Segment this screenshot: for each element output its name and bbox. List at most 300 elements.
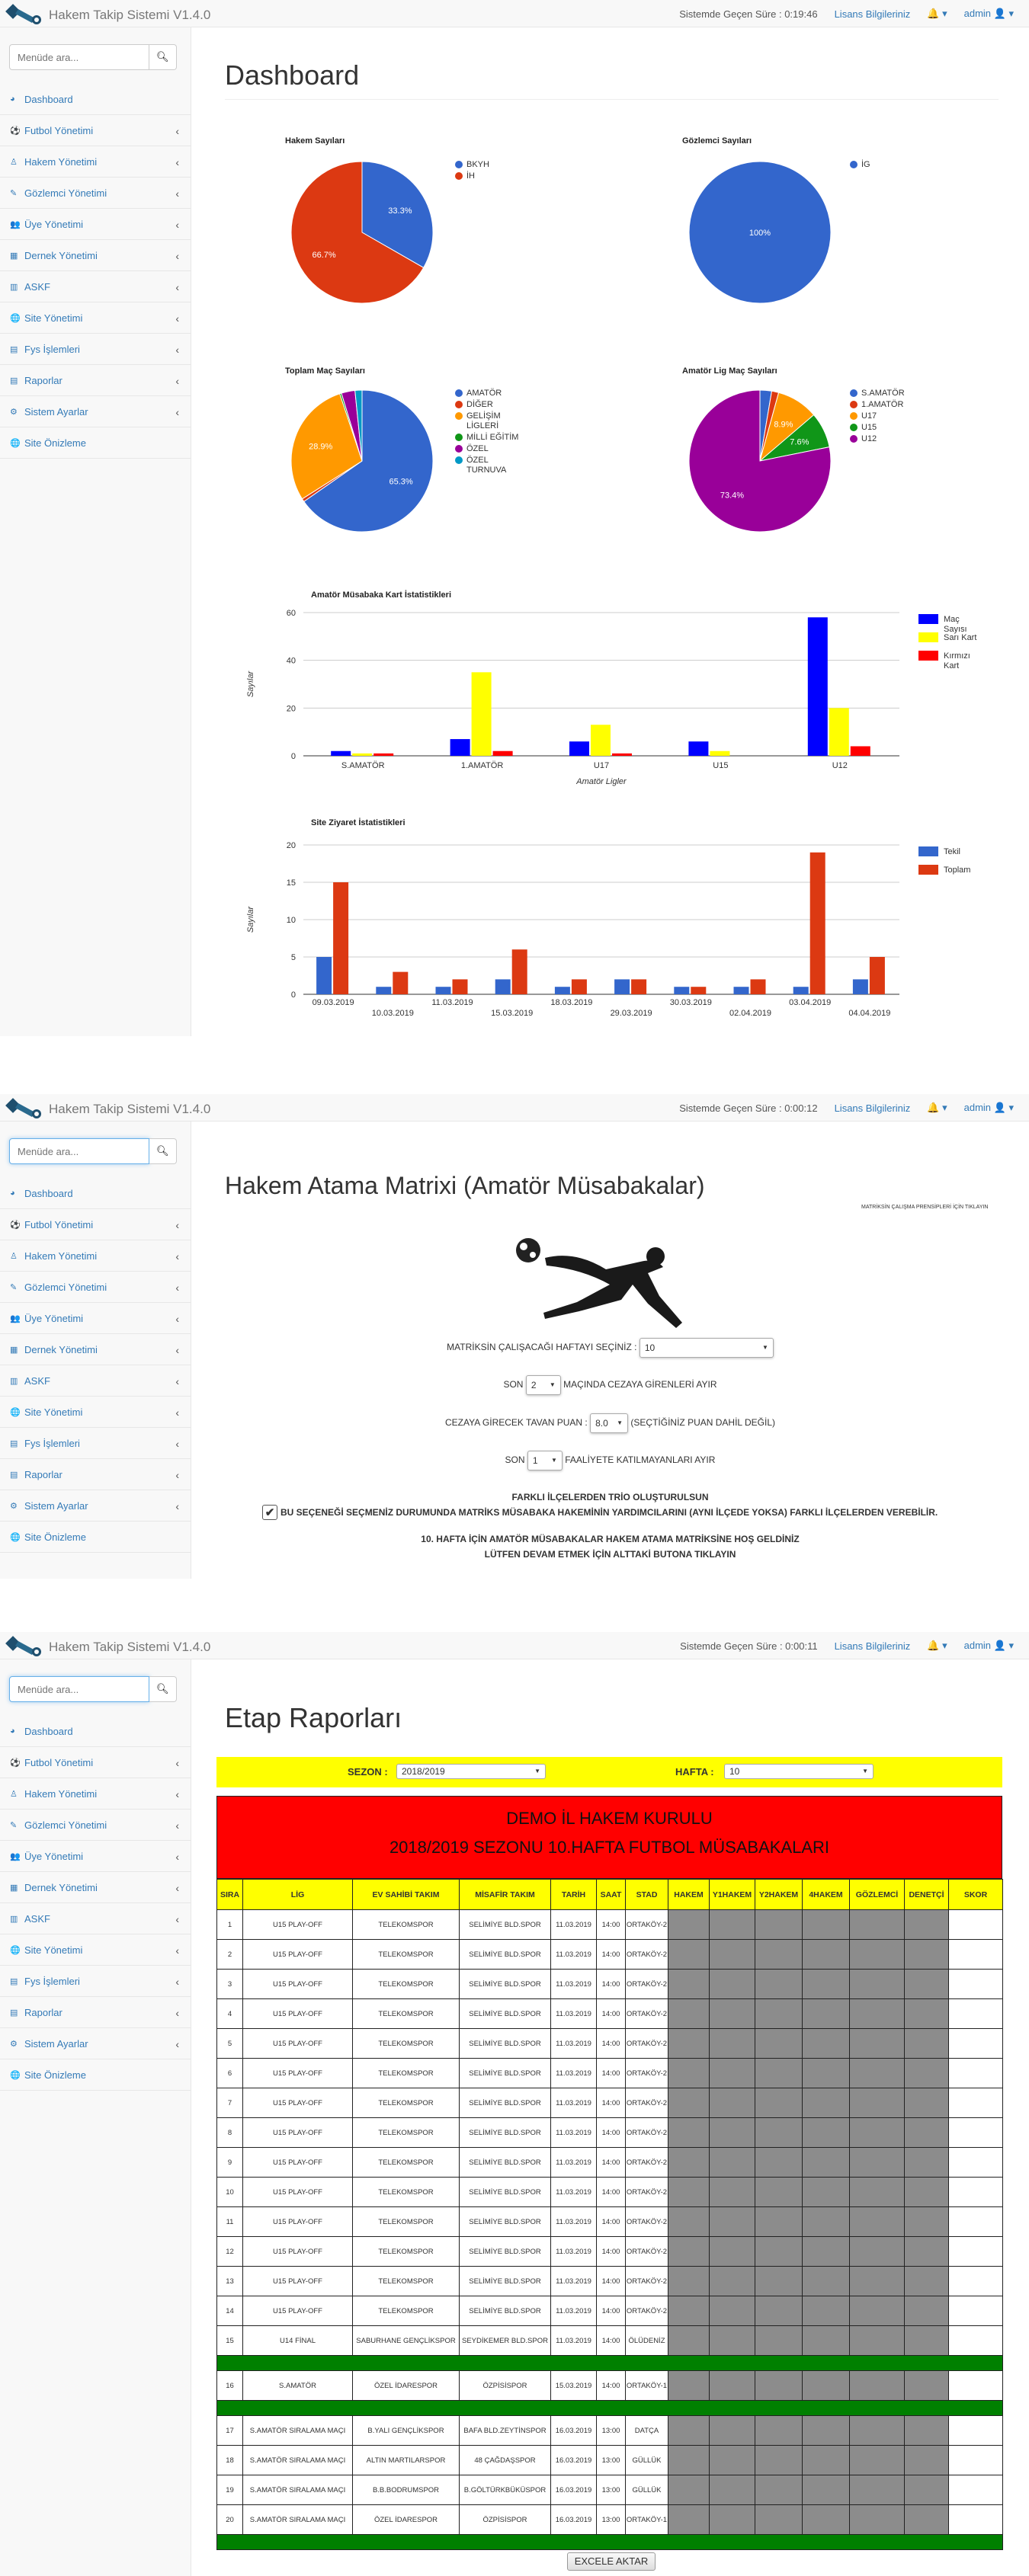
- assignment-cell[interactable]: [710, 2118, 755, 2148]
- legend-swatch: [918, 865, 938, 875]
- sidebar-item-site-yönetimi[interactable]: [0, 1397, 191, 1428]
- score-cell[interactable]: [949, 2207, 1003, 2237]
- assignment-cell[interactable]: [803, 2088, 850, 2118]
- assignment-cell[interactable]: [755, 2267, 803, 2296]
- legend-swatch: [850, 424, 858, 431]
- assignment-cell[interactable]: [850, 2118, 905, 2148]
- assignment-cell[interactable]: [668, 2088, 710, 2118]
- notifications-dropdown[interactable]: 🔔 ▾: [927, 1102, 947, 1113]
- table-cell: TELEKOMSPOR: [353, 2237, 460, 2267]
- table-cell: 16: [217, 2371, 243, 2401]
- user-dropdown[interactable]: admin 👤 ▾: [963, 1640, 1014, 1651]
- assignment-cell[interactable]: [755, 2118, 803, 2148]
- license-link[interactable]: Lisans Bilgileriniz: [834, 8, 911, 20]
- table-cell: 4: [217, 1999, 243, 2029]
- assignment-cell[interactable]: [905, 2371, 949, 2401]
- score-cell[interactable]: [949, 2416, 1003, 2446]
- sidebar-item-label: Üye Yönetimi: [24, 1850, 84, 1862]
- score-cell[interactable]: [949, 2088, 1003, 2118]
- assignment-cell[interactable]: [905, 1999, 949, 2029]
- assignment-cell[interactable]: [850, 2088, 905, 2118]
- assignment-cell[interactable]: [850, 2416, 905, 2446]
- table-cell: TELEKOMSPOR: [353, 2178, 460, 2207]
- assignment-cell[interactable]: [850, 2371, 905, 2401]
- chevron-left-icon: ‹: [175, 1469, 179, 1481]
- assignment-cell[interactable]: [710, 2088, 755, 2118]
- sidebar-item-dashboard[interactable]: [0, 1178, 191, 1209]
- legend-swatch: [918, 614, 938, 624]
- score-cell[interactable]: [949, 2505, 1003, 2535]
- assignment-cell[interactable]: [803, 2371, 850, 2401]
- assignment-cell[interactable]: [710, 2237, 755, 2267]
- assignment-cell[interactable]: [905, 2326, 949, 2356]
- assignment-cell[interactable]: [668, 2326, 710, 2356]
- legend-label: GELİŞİM LİGLERİ: [466, 411, 501, 430]
- assignment-cell[interactable]: [850, 1910, 905, 1940]
- assignment-cell[interactable]: [803, 1910, 850, 1940]
- navbar: [0, 0, 1029, 27]
- score-cell[interactable]: [949, 2118, 1003, 2148]
- penalty-games-select[interactable]: [526, 1375, 561, 1395]
- sidebar-item-site-yönetimi[interactable]: [0, 302, 191, 334]
- score-cell[interactable]: [949, 2237, 1003, 2267]
- assignment-cell[interactable]: [755, 2371, 803, 2401]
- license-link[interactable]: Lisans Bilgileriniz: [834, 1640, 911, 1652]
- chart-legend: [455, 160, 489, 183]
- assignment-cell[interactable]: [668, 1940, 710, 1970]
- sidebar-item-dashboard[interactable]: [0, 84, 191, 115]
- search-button[interactable]: [149, 1676, 177, 1702]
- user-icon: 👤: [993, 8, 1006, 19]
- search-button[interactable]: [149, 1138, 177, 1164]
- assignment-cell[interactable]: [755, 1999, 803, 2029]
- score-cell[interactable]: [949, 2148, 1003, 2178]
- season-select[interactable]: [396, 1764, 546, 1779]
- assignment-cell[interactable]: [905, 1940, 949, 1970]
- globe-icon: 🌐: [10, 1407, 21, 1417]
- assignment-cell[interactable]: [850, 1940, 905, 1970]
- assignment-cell[interactable]: [710, 1940, 755, 1970]
- legend-swatch: [918, 846, 938, 856]
- table-cell: U15 PLAY-OFF: [243, 2267, 353, 2296]
- assignment-cell[interactable]: [710, 2371, 755, 2401]
- assignment-cell[interactable]: [905, 2475, 949, 2505]
- sidebar-item-sistem-ayarlar[interactable]: [0, 396, 191, 427]
- sidebar-item-fys-i-şlemleri[interactable]: [0, 334, 191, 365]
- assignment-cell[interactable]: [905, 2178, 949, 2207]
- table-cell: U15 PLAY-OFF: [243, 2029, 353, 2059]
- brand[interactable]: [3, 2, 210, 28]
- table-cell: SELİMİYE BLD.SPOR: [460, 2267, 551, 2296]
- table-cell: TELEKOMSPOR: [353, 1940, 460, 1970]
- assignment-cell[interactable]: [850, 2059, 905, 2088]
- chevron-left-icon: ‹: [175, 219, 179, 231]
- caret-icon: ▼: [761, 1344, 768, 1351]
- table-cell: 11.03.2019: [551, 2178, 597, 2207]
- legend-label: MİLLİ EĞİTİM: [466, 433, 519, 442]
- score-cell[interactable]: [949, 2178, 1003, 2207]
- assignment-cell[interactable]: [850, 2505, 905, 2535]
- legend-item: [850, 434, 905, 444]
- assignment-cell[interactable]: [710, 1970, 755, 1999]
- trio-checkbox[interactable]: ✔: [262, 1505, 277, 1520]
- brand[interactable]: [3, 1096, 210, 1122]
- assignment-cell[interactable]: [905, 2088, 949, 2118]
- assignment-cell[interactable]: [710, 1910, 755, 1940]
- separator-cell: [217, 2401, 1003, 2416]
- assignment-cell[interactable]: [755, 2059, 803, 2088]
- file-icon: ▤: [10, 1438, 18, 1448]
- dashboard-icon: ◕: [10, 1726, 15, 1736]
- penalty-row: [191, 1375, 1029, 1395]
- assignment-cell[interactable]: [905, 2505, 949, 2535]
- assignment-cell[interactable]: [803, 2267, 850, 2296]
- sidebar-item-site-önizleme[interactable]: [0, 427, 191, 459]
- sidebar-item-futbol-yönetimi[interactable]: [0, 1747, 191, 1778]
- assignment-cell[interactable]: [803, 2148, 850, 2178]
- assignment-cell[interactable]: [905, 2118, 949, 2148]
- table-cell: 14:00: [597, 2118, 626, 2148]
- table-cell: ORTAKÖY-2: [626, 2267, 668, 2296]
- sidebar-item-fys-i-şlemleri[interactable]: [0, 1428, 191, 1459]
- chevron-left-icon: ‹: [175, 1250, 179, 1262]
- assignment-cell[interactable]: [850, 2446, 905, 2475]
- assignment-cell[interactable]: [710, 2416, 755, 2446]
- assignment-cell[interactable]: [755, 2416, 803, 2446]
- table-row: [217, 2296, 1003, 2326]
- file-icon: ▤: [10, 1976, 18, 1986]
- table-cell: ORTAKÖY-2: [626, 2088, 668, 2118]
- assignment-cell[interactable]: [803, 2326, 850, 2356]
- assignment-cell[interactable]: [803, 2237, 850, 2267]
- notifications-dropdown[interactable]: 🔔 ▾: [927, 1640, 947, 1651]
- assignment-cell[interactable]: [668, 2371, 710, 2401]
- assignment-cell[interactable]: [850, 2207, 905, 2237]
- table-row: [217, 2029, 1003, 2059]
- assignment-cell[interactable]: [710, 2148, 755, 2178]
- sidebar-item-futbol-yönetimi[interactable]: [0, 115, 191, 146]
- table-cell: 48 ÇAĞDAŞSPOR: [460, 2446, 551, 2475]
- sidebar-item-fys-i-şlemleri[interactable]: [0, 1966, 191, 1997]
- assignment-cell[interactable]: [668, 2416, 710, 2446]
- assignment-cell[interactable]: [755, 2088, 803, 2118]
- inactive-select[interactable]: [527, 1451, 563, 1470]
- x-tick-label: U12: [832, 761, 848, 770]
- assignment-cell[interactable]: [710, 2207, 755, 2237]
- chevron-left-icon: ‹: [175, 1219, 179, 1231]
- sidebar-item-label: Hakem Yönetimi: [24, 1250, 98, 1262]
- edit-icon: ✎: [10, 1282, 18, 1292]
- assignment-cell[interactable]: [755, 2326, 803, 2356]
- assignment-cell[interactable]: [668, 2178, 710, 2207]
- week-select[interactable]: [640, 1338, 774, 1358]
- cogs-icon: ⚙: [10, 2039, 18, 2049]
- table-row: [217, 2118, 1003, 2148]
- assignment-cell[interactable]: [668, 2237, 710, 2267]
- score-cell[interactable]: [949, 2029, 1003, 2059]
- assignment-cell[interactable]: [668, 1970, 710, 1999]
- assignment-cell[interactable]: [668, 2059, 710, 2088]
- sidebar-item-sistem-ayarlar[interactable]: [0, 2028, 191, 2059]
- sidebar-item-üye-yönetimi[interactable]: [0, 1303, 191, 1334]
- assignment-cell[interactable]: [668, 2267, 710, 2296]
- assignment-cell[interactable]: [668, 2118, 710, 2148]
- assignment-cell[interactable]: [850, 1999, 905, 2029]
- assignment-cell[interactable]: [710, 2267, 755, 2296]
- assignment-cell[interactable]: [850, 2178, 905, 2207]
- sidebar-item-üye-yönetimi[interactable]: [0, 1841, 191, 1872]
- assignment-cell[interactable]: [755, 2148, 803, 2178]
- assignment-cell[interactable]: [710, 2178, 755, 2207]
- assignment-cell[interactable]: [803, 1970, 850, 1999]
- week-select[interactable]: [724, 1764, 874, 1779]
- assignment-cell[interactable]: [755, 1940, 803, 1970]
- assignment-cell[interactable]: [803, 2505, 850, 2535]
- table-row: [217, 2371, 1003, 2401]
- assignment-cell[interactable]: [668, 2296, 710, 2326]
- score-cell[interactable]: [949, 2267, 1003, 2296]
- table-cell: ORTAKÖY-2: [626, 2059, 668, 2088]
- legend-label: İH: [466, 171, 475, 181]
- assignment-cell[interactable]: [710, 2475, 755, 2505]
- score-cell[interactable]: [949, 2059, 1003, 2088]
- sidebar-item-label: Raporlar: [24, 374, 63, 386]
- score-cell[interactable]: [949, 2446, 1003, 2475]
- assignment-cell[interactable]: [710, 2059, 755, 2088]
- table-cell: 11.03.2019: [551, 2267, 597, 2296]
- table-cell: ORTAKÖY-2: [626, 1940, 668, 1970]
- help-link[interactable]: MATRİKSİN ÇALIŞMA PRENSİPLERİ İÇİN TIKLAYIN: [861, 1205, 989, 1210]
- sidebar-item-askf[interactable]: [0, 271, 191, 302]
- table-cell: SEYDİKEMER BLD.SPOR: [460, 2326, 551, 2356]
- assignment-cell[interactable]: [850, 2475, 905, 2505]
- assignment-cell[interactable]: [803, 2178, 850, 2207]
- user-name: admin: [963, 1102, 992, 1113]
- assignment-cell[interactable]: [850, 2296, 905, 2326]
- user-name: admin: [963, 1640, 992, 1651]
- score-cell[interactable]: [949, 2326, 1003, 2356]
- bar: [591, 725, 611, 756]
- assignment-cell[interactable]: [905, 2446, 949, 2475]
- sidebar-item-sistem-ayarlar[interactable]: [0, 1490, 191, 1522]
- sidebar-item-hakem-yönetimi[interactable]: [0, 1240, 191, 1272]
- assignment-cell[interactable]: [905, 2029, 949, 2059]
- assignment-cell[interactable]: [803, 2296, 850, 2326]
- max-points-note: (SEÇTİĞİNİZ PUAN DAHİL DEĞİL): [630, 1417, 775, 1429]
- sidebar-item-raporlar[interactable]: [0, 365, 191, 396]
- assignment-cell[interactable]: [755, 2505, 803, 2535]
- assignment-cell[interactable]: [755, 2296, 803, 2326]
- assignment-cell[interactable]: [850, 2267, 905, 2296]
- sidebar-item-hakem-yönetimi[interactable]: [0, 1778, 191, 1810]
- excel-export-button[interactable]: EXCELE AKTAR: [567, 2552, 656, 2571]
- slice-label: 100%: [749, 229, 771, 238]
- assignment-cell[interactable]: [850, 2237, 905, 2267]
- assignment-cell[interactable]: [803, 2207, 850, 2237]
- assignment-cell[interactable]: [850, 1970, 905, 1999]
- assignment-cell[interactable]: [803, 2475, 850, 2505]
- slice-label: 8.9%: [774, 420, 793, 430]
- divider: [225, 99, 999, 100]
- assignment-cell[interactable]: [668, 2207, 710, 2237]
- sidebar-item-raporlar[interactable]: [0, 1997, 191, 2028]
- sidebar-item-dernek-yönetimi[interactable]: [0, 240, 191, 271]
- search-input[interactable]: [9, 1676, 149, 1702]
- sidebar-item-futbol-yönetimi[interactable]: [0, 1209, 191, 1240]
- assignment-cell[interactable]: [668, 2475, 710, 2505]
- score-cell[interactable]: [949, 2296, 1003, 2326]
- assignment-cell[interactable]: [905, 2296, 949, 2326]
- table-cell: 3: [217, 1970, 243, 1999]
- x-tick-label: 04.04.2019: [848, 1009, 891, 1018]
- assignment-cell[interactable]: [850, 2326, 905, 2356]
- legend-label: DİĞER: [466, 400, 493, 409]
- pie-chart-gozlemci: [688, 160, 832, 305]
- score-cell[interactable]: [949, 1910, 1003, 1940]
- chevron-left-icon: ‹: [175, 375, 179, 387]
- assignment-cell[interactable]: [905, 1970, 949, 1999]
- bar: [810, 853, 825, 994]
- score-cell[interactable]: [949, 2371, 1003, 2401]
- assignment-cell[interactable]: [905, 2267, 949, 2296]
- assignment-cell[interactable]: [710, 1999, 755, 2029]
- assignment-cell[interactable]: [755, 2207, 803, 2237]
- table-cell: U15 PLAY-OFF: [243, 2296, 353, 2326]
- assignment-cell[interactable]: [803, 1999, 850, 2029]
- assignment-cell[interactable]: [905, 2237, 949, 2267]
- chevron-left-icon: ‹: [175, 1882, 179, 1894]
- legend-label: AMATÖR: [466, 389, 502, 398]
- assignment-cell[interactable]: [755, 1970, 803, 1999]
- bar: [851, 746, 870, 756]
- assignment-cell[interactable]: [668, 2148, 710, 2178]
- page-title: Etap Raporları: [225, 1702, 402, 1733]
- score-cell[interactable]: [949, 1999, 1003, 2029]
- score-cell[interactable]: [949, 1940, 1003, 1970]
- referee-icon: ♙: [10, 1251, 18, 1261]
- sidebar-item-gözlemci-yönetimi[interactable]: [0, 178, 191, 209]
- table-cell: SELİMİYE BLD.SPOR: [460, 2237, 551, 2267]
- sidebar-item-site-yönetimi[interactable]: [0, 1934, 191, 1966]
- assignment-cell[interactable]: [803, 2118, 850, 2148]
- assignment-cell[interactable]: [668, 1999, 710, 2029]
- search-icon: 🔍︎: [156, 1145, 169, 1157]
- assignment-cell[interactable]: [710, 2446, 755, 2475]
- chart-legend: [455, 389, 527, 477]
- assignment-cell[interactable]: [710, 2296, 755, 2326]
- bar: [495, 979, 511, 994]
- assignment-cell[interactable]: [710, 2029, 755, 2059]
- license-link[interactable]: Lisans Bilgileriniz: [834, 1102, 911, 1114]
- column-header: DENETÇİ: [905, 1880, 949, 1910]
- assignment-cell[interactable]: [668, 2029, 710, 2059]
- assignment-cell[interactable]: [850, 2029, 905, 2059]
- score-cell[interactable]: [949, 2475, 1003, 2505]
- user-dropdown[interactable]: admin 👤 ▾: [963, 1102, 1014, 1113]
- inactive-value: 1: [532, 1455, 538, 1466]
- score-cell[interactable]: [949, 1970, 1003, 1999]
- table-row: [217, 2326, 1003, 2356]
- assignment-cell[interactable]: [668, 2446, 710, 2475]
- table-row: [217, 1999, 1003, 2029]
- x-tick-label: 15.03.2019: [491, 1009, 534, 1018]
- assignment-cell[interactable]: [755, 2178, 803, 2207]
- chevron-left-icon: ‹: [175, 1344, 179, 1356]
- legend-label: ÖZEL TURNUVA: [466, 456, 507, 475]
- assignment-cell[interactable]: [803, 1940, 850, 1970]
- notifications-dropdown[interactable]: 🔔 ▾: [927, 8, 947, 19]
- bar: [674, 987, 689, 994]
- search-input[interactable]: [9, 1138, 149, 1164]
- assignment-cell[interactable]: [755, 2475, 803, 2505]
- sidebar-item-üye-yönetimi[interactable]: [0, 209, 191, 240]
- x-tick-label: 11.03.2019: [431, 998, 473, 1007]
- table-cell: S.AMATÖR SIRALAMA MAÇI: [243, 2446, 353, 2475]
- assignment-cell[interactable]: [710, 2505, 755, 2535]
- assignment-cell[interactable]: [803, 2029, 850, 2059]
- assignment-cell[interactable]: [905, 2416, 949, 2446]
- assignment-cell[interactable]: [803, 2059, 850, 2088]
- sidebar-item-label: Futbol Yönetimi: [24, 124, 94, 136]
- bar: [331, 751, 351, 756]
- table-cell: ORTAKÖY-2: [626, 2178, 668, 2207]
- sidebar-item-askf[interactable]: [0, 1903, 191, 1934]
- table-cell: SELİMİYE BLD.SPOR: [460, 1940, 551, 1970]
- sidebar-item-gözlemci-yönetimi[interactable]: [0, 1272, 191, 1303]
- assignment-cell[interactable]: [905, 1910, 949, 1940]
- assignment-cell[interactable]: [755, 2029, 803, 2059]
- search-input[interactable]: [9, 44, 149, 70]
- sidebar-item-hakem-yönetimi[interactable]: [0, 146, 191, 178]
- sidebar-item-dashboard[interactable]: [0, 1716, 191, 1747]
- assignment-cell[interactable]: [905, 2207, 949, 2237]
- legend-label: U12: [861, 434, 877, 443]
- max-points-select[interactable]: [590, 1413, 628, 1433]
- assignment-cell[interactable]: [755, 1910, 803, 1940]
- assignment-cell[interactable]: [668, 1910, 710, 1940]
- legend-label: U15: [861, 423, 877, 432]
- sidebar-item-dernek-yönetimi[interactable]: [0, 1334, 191, 1365]
- chart-title: Amatör Müsabaka Kart İstatistikleri: [311, 590, 452, 600]
- table-cell: ÖZPİSİSPOR: [460, 2505, 551, 2535]
- sidebar-item-raporlar[interactable]: [0, 1459, 191, 1490]
- user-dropdown[interactable]: admin 👤 ▾: [963, 8, 1014, 19]
- sidebar-item-site-önizleme[interactable]: [0, 2059, 191, 2091]
- bar: [512, 949, 527, 994]
- sidebar-item-gözlemci-yönetimi[interactable]: [0, 1810, 191, 1841]
- table-cell: 11.03.2019: [551, 2118, 597, 2148]
- assignment-cell[interactable]: [803, 2446, 850, 2475]
- assignment-cell[interactable]: [710, 2326, 755, 2356]
- assignment-cell[interactable]: [905, 2148, 949, 2178]
- session-timer: Sistemde Geçen Süre : 0:00:11: [680, 1640, 818, 1652]
- assignment-cell[interactable]: [850, 2148, 905, 2178]
- report-icon: ▤: [10, 1470, 18, 1480]
- assignment-cell[interactable]: [803, 2416, 850, 2446]
- search-button[interactable]: [149, 44, 177, 70]
- table-cell: 14:00: [597, 1999, 626, 2029]
- sidebar-item-askf[interactable]: [0, 1365, 191, 1397]
- table-row: [217, 2475, 1003, 2505]
- sidebar-item-site-önizleme[interactable]: [0, 1522, 191, 1553]
- sidebar-item-dernek-yönetimi[interactable]: [0, 1872, 191, 1903]
- assignment-cell[interactable]: [905, 2059, 949, 2088]
- brand[interactable]: [3, 1634, 210, 1660]
- banner-line-1: DEMO İL HAKEM KURULU: [506, 1809, 713, 1828]
- assignment-cell[interactable]: [668, 2505, 710, 2535]
- assignment-cell[interactable]: [755, 2446, 803, 2475]
- assignment-cell[interactable]: [755, 2237, 803, 2267]
